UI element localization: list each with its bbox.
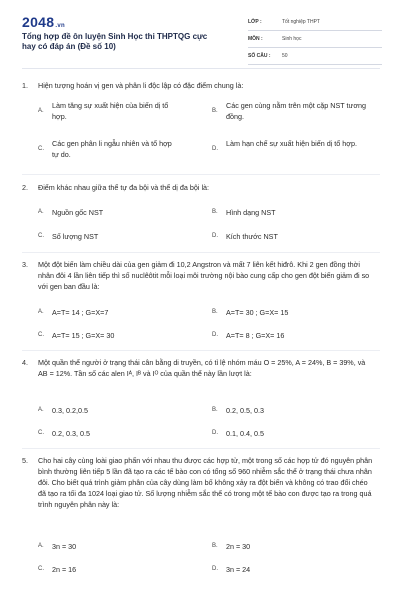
option-text: Các gen phân li ngẫu nhiên và tổ hợp tự do.: [52, 139, 172, 159]
header-divider: [22, 68, 380, 69]
option-text: 0.3, 0.2,0.5: [52, 406, 88, 415]
question-text: Một đột biến làm chiều dài của gen giảm đi 10,2 Angstron và mất 7 liên kết hiđrô. Khi 2 gen đồng thời nhân đôi 4 lần liên tiếp thì số nuclêôtit mỗi loại môi trường nội bào cung cấp cho gen đột biến giảm đi so với gen ban đầu là:: [38, 260, 370, 291]
question-number: 3.: [22, 260, 28, 269]
option-label: B.: [212, 309, 218, 315]
meta-row-subject: [248, 31, 382, 48]
option-text: Số lượng NST: [52, 232, 99, 241]
option-label: A.: [38, 543, 44, 549]
meta-key: SỐ CÂU :: [248, 53, 271, 59]
option-text: Làm tăng sự xuất hiện của biến dị tổ hợp.: [52, 101, 169, 121]
meta-value: Tốt nghiệp THPT: [282, 19, 320, 25]
option-label: A.: [38, 108, 44, 114]
option-text: Nguồn gốc NST: [52, 208, 104, 217]
document-title: Tổng hợp đề ôn luyện Sinh Học thi THPTQG cực hay có đáp án (Đề số 10): [22, 32, 208, 51]
question-text: Điểm khác nhau giữa thể tự đa bội và thể dị đa bội là:: [38, 183, 210, 192]
option-text: Các gen cùng nằm trên một cặp NST tương đồng.: [226, 101, 367, 121]
option-label: B.: [212, 407, 218, 413]
option-label: C.: [38, 430, 44, 436]
question-text: Một quần thể người ở trạng thái cân bằng di truyền, có tỉ lệ nhóm máu O = 25%, A = 24%, B = 39%, và AB = 12%. Tần số các alen Iᴬ, Iᴮ và Iᴼ của quần thể này lần lượt là:: [38, 358, 366, 378]
option-label: D.: [212, 430, 218, 436]
document-header: [0, 0, 400, 72]
option-label: B.: [212, 543, 218, 549]
option-text: 2n = 30: [226, 542, 251, 551]
option-label: D.: [212, 233, 218, 239]
option-text: 3n = 30: [52, 542, 77, 551]
option-text: 0.2, 0.5, 0.3: [226, 406, 264, 415]
option-label: C.: [38, 566, 44, 572]
option-text: 0.2, 0.3, 0.5: [52, 429, 90, 438]
meta-key: MÔN :: [248, 36, 263, 42]
meta-row-class: [248, 14, 382, 31]
option-label: D.: [212, 566, 218, 572]
option-text: A=T= 14 ; G=X=7: [52, 308, 109, 317]
option-label: A.: [38, 209, 44, 215]
option-text: A=T= 30 ; G=X= 15: [226, 308, 289, 317]
option-label: D.: [212, 146, 218, 152]
question-number: 4.: [22, 358, 28, 367]
option-text: A=T= 15 ; G=X= 30: [52, 331, 115, 340]
option-label: C.: [38, 146, 44, 152]
question-number: 5.: [22, 456, 28, 465]
option-label: B.: [212, 209, 218, 215]
option-label: A.: [38, 309, 44, 315]
question-text: Cho hai cây cùng loài giao phấn với nhau thu được các hợp tử, một trong số các hợp tử đó nguyên phân bình thường liên tiếp 5 lần đã tạo ra các tế bào con có tổng số 960 nhiễm sắc thể ở trạng thái chưa nhân đôi. Cho biết quá trình giảm phân của cây dùng làm bố không xảy ra đột biến và không có trao đổi chéo đã tạo ra tối đa 1024 loại giao tử. Số lượng nhiễm sắc thể có trong một tế bào con được tạo ra trong quá trình nguyên phân này là:: [38, 456, 373, 509]
question-text: Hiện tượng hoán vị gen và phân li độc lập có đặc điểm chung là:: [38, 81, 244, 90]
option-text: 2n = 16: [52, 565, 77, 574]
meta-value: Sinh học: [282, 36, 302, 42]
option-text: Kích thước NST: [226, 232, 278, 241]
option-label: B.: [212, 108, 218, 114]
question-number: 1.: [22, 81, 28, 90]
option-label: A.: [38, 407, 44, 413]
site-logo[interactable]: [22, 14, 65, 30]
option-text: Làm hạn chế sự xuất hiện biến dị tổ hợp.: [226, 139, 357, 148]
question-divider: [22, 252, 380, 253]
option-label: C.: [38, 233, 44, 239]
option-text: 3n = 24: [226, 565, 251, 574]
question-divider: [22, 350, 380, 351]
meta-value: 50: [282, 53, 288, 59]
meta-row-count: [248, 48, 382, 65]
logo-suffix: .vn: [55, 23, 65, 29]
option-text: 0.1, 0.4, 0.5: [226, 429, 264, 438]
question-number: 2.: [22, 183, 28, 192]
meta-key: LỚP :: [248, 19, 262, 25]
option-text: A=T= 8 ; G=X= 16: [226, 331, 285, 340]
meta-table: [248, 14, 382, 65]
option-text: Hình dạng NST: [226, 208, 276, 217]
question-divider: [22, 174, 380, 175]
option-label: C.: [38, 332, 44, 338]
question-divider: [22, 448, 380, 449]
option-label: D.: [212, 332, 218, 338]
logo-text: 2048: [22, 14, 55, 30]
